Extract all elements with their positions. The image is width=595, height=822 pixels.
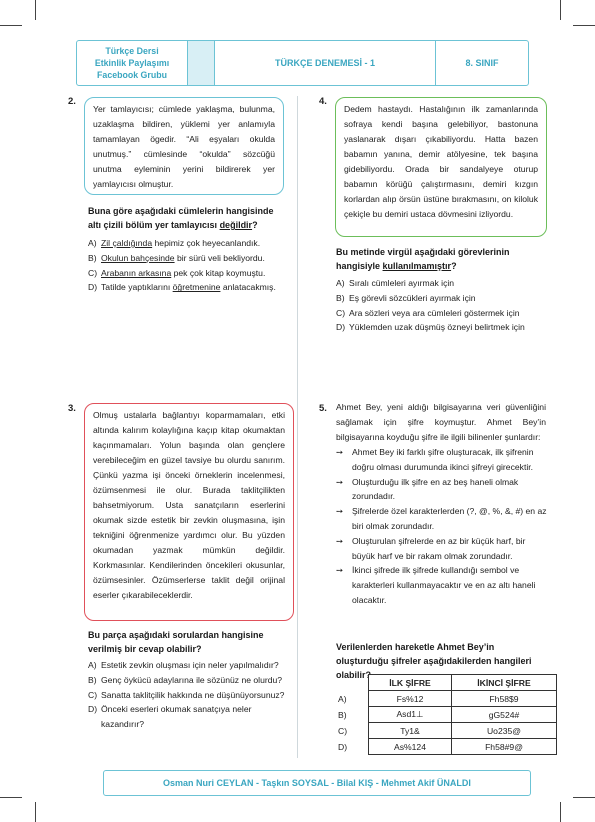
page-header: [76, 40, 529, 86]
question-3-stem: Bu parça aşağıdaki sorulardan hangisine verilmiş bir cevap olabilir?: [88, 630, 264, 654]
option-d[interactable]: D) Tatilde yaptıklarını öğretmenine anlatacakmış.: [88, 282, 276, 293]
header-group-name: [77, 41, 187, 85]
option-a[interactable]: A) Estetik zevkin oluşması için neler yapılmalıdır?: [88, 660, 279, 670]
question-3-options: [88, 658, 293, 732]
info-text: Yer tamlayıcısı; cümlede yaklaşma, bulunma, uzaklaşma bildiren, yüklemi yer anlamıyla tamamlayan ögedir. “Ali eşyaları okulda unutmuş.” cümlesinde “okulda” sözcüğü unutma eyleminin yerini bildirerek yer yamlayıcısı olmuştur.: [93, 104, 275, 189]
rule-item: ➙ İkinci şifrede ilk şifrede kullandığı sembol ve karakterleri kullanmayacaktır ve en az altı haneli olacaktır.: [336, 563, 548, 607]
option-c[interactable]: C) Arabanın arkasına pek çok kitap koymuştu.: [88, 267, 266, 278]
column-header: İKİNCİ ŞİFRE: [452, 675, 557, 691]
rule-item: ➙ Oluşturduğu ilk şifre en az beş haneli olmak zorundadır.: [336, 475, 548, 505]
question-2-options: [88, 236, 293, 295]
question-5-intro: Ahmet Bey, yeni aldığı bilgisayarına veri güvenliğini sağlamak için şifre koymuştur. Ahmet Bey’in bilgisayarına koyduğu şifre ile ilgili bilinenler şunlardır:: [336, 402, 546, 442]
header-line: Facebook Grubu: [97, 70, 167, 80]
question-4-stem: Bu metinde virgül aşağıdaki görevlerinin hangisiyle kullanılmamıştır?: [336, 247, 510, 271]
question-5-stem: Verilenlerden hareketle Ahmet Bey’in oluşturduğu şifreler aşağıdakilerden hangileri olabilir?: [336, 642, 532, 680]
column-divider: [297, 96, 298, 758]
crop-mark: [560, 802, 561, 822]
option-c[interactable]: C) Ara sözleri veya ara cümleleri göstermek için: [336, 307, 520, 318]
crop-mark: [560, 0, 561, 20]
header-divider-block: [187, 41, 215, 85]
table-header-row: [338, 675, 557, 691]
question-number: 3.: [68, 403, 76, 414]
crop-mark: [0, 25, 22, 26]
crop-mark: [573, 797, 595, 798]
question-2-stem: Buna göre aşağıdaki cümlelerin hangisinde altı çizili bölüm yer tamlayıcısı değildir?: [88, 206, 274, 230]
passage-text: Olmuş ustalarla bağlantıyı koparmamaları, etki altında kalırım kolaylığına kaçıp kitap okumaktan kaçınmamaları. Yolun başında olan gençlere verebileceğim en güzel tavsiye bu olurdu sanırım. Çünkü yazma işi önceki örneklerin incelenmesi, özümsenmesi ile olur. Burada taklitçilikten bahsetmiyorum. Usta sanatçıların eserlerini okumak sizde estetik bir zevkin oluşmasına, işin tekniğini öğrenmenize yardımcı olur. Bu yüzden okumadan yazmak mümkün değildir. Korkmasınlar. Kendilerinden öncekileri okusunlar, özümsesinler. Özümserlerse taklit değil orijinal eserler çıkarabileceklerdir.: [93, 410, 285, 600]
rule-item: ➙ Ahmet Bey iki farklı şifre oluşturacak, ilk şifrenin doğru olması durumunda ikinci şifreyi girecektir.: [336, 445, 548, 475]
question-5-rules: [336, 445, 548, 608]
table-row[interactable]: C) Ty1& Uo235@: [338, 723, 557, 739]
option-d[interactable]: D) Önceki eserleri okumak sanatçıya neler kazandırır?: [88, 704, 252, 730]
passage-text: Dedem hastaydı. Hastalığının ilk zamanlarında sofraya kendi başına gelebiliyor, bastonuna yaslanarak dışarı çıkabiliyordu. Hatta bazen babamın yanına, demir atölyesine, tek başına gidebiliyordu. Orada bir sandalyeye oturup babamın körüğü çalıştırmasını, demiri kızgın korlardan alıp örsün üstüne bırakmasını, on kiloluk çekiçle bu demiri ustaca dövmesini izliyordu.: [344, 104, 538, 219]
table-row[interactable]: D) As%124 Fh58#9@: [338, 739, 557, 755]
password-options-table: [338, 674, 557, 755]
option-a[interactable]: A) Zil çaldığında hepimiz çok heyecanlandık.: [88, 238, 261, 248]
table-row[interactable]: B) Asd1⊥ gG524#: [338, 707, 557, 723]
question-number: 5.: [319, 403, 327, 414]
arrow-icon: ➙: [336, 447, 344, 457]
option-b[interactable]: B) Eş görevli sözcükleri ayırmak için: [336, 292, 476, 303]
arrow-icon: ➙: [336, 476, 344, 487]
table-row[interactable]: A) Fs%12 Fh58$9: [338, 691, 557, 707]
arrow-icon: ➙: [336, 565, 344, 576]
header-grade: 8. SINIF: [465, 58, 499, 68]
crop-mark: [35, 0, 36, 20]
question-3-passage-box: [84, 403, 294, 621]
option-a[interactable]: A) Sıralı cümleleri ayırmak için: [336, 278, 455, 288]
option-c[interactable]: C) Sanatta taklitçilik hakkında ne düşünüyorsunuz?: [88, 689, 285, 700]
question-number: 2.: [68, 96, 76, 107]
question-4-options: [336, 276, 551, 335]
option-b[interactable]: B) Okulun bahçesinde bir sürü veli bekliyordu.: [88, 252, 265, 263]
option-b[interactable]: B) Genç öykücü adaylarına ile sözünüz ne olurdu?: [88, 674, 283, 685]
question-2-info-box: [84, 97, 284, 195]
authors-footer: Osman Nuri CEYLAN - Taşkın SOYSAL - Bilal KIŞ - Mehmet Akif ÜNALDI: [103, 770, 531, 796]
header-line: Etkinlik Paylaşımı: [94, 58, 170, 68]
rule-item: ➙ Oluşturulan şifrelerde en az bir küçük harf, bir büyük harf ve bir rakam olmak zorundadır.: [336, 534, 548, 564]
header-line: Türkçe Dersi: [105, 46, 159, 56]
column-header: İLK ŞİFRE: [369, 675, 452, 691]
rule-item: ➙ Şifrelerde özel karakterlerden (?, @, %, &, #) en az biri olmak zorundadır.: [336, 504, 548, 534]
option-d[interactable]: D) Yüklemden uzak düşmüş özneyi belirtmek için: [336, 322, 525, 333]
arrow-icon: ➙: [336, 535, 344, 546]
question-4-passage-box: [335, 97, 547, 237]
arrow-icon: ➙: [336, 506, 344, 517]
question-number: 4.: [319, 96, 327, 107]
crop-mark: [0, 797, 22, 798]
crop-mark: [35, 802, 36, 822]
crop-mark: [573, 25, 595, 26]
header-title: TÜRKÇE DENEMESİ - 1: [215, 41, 436, 85]
